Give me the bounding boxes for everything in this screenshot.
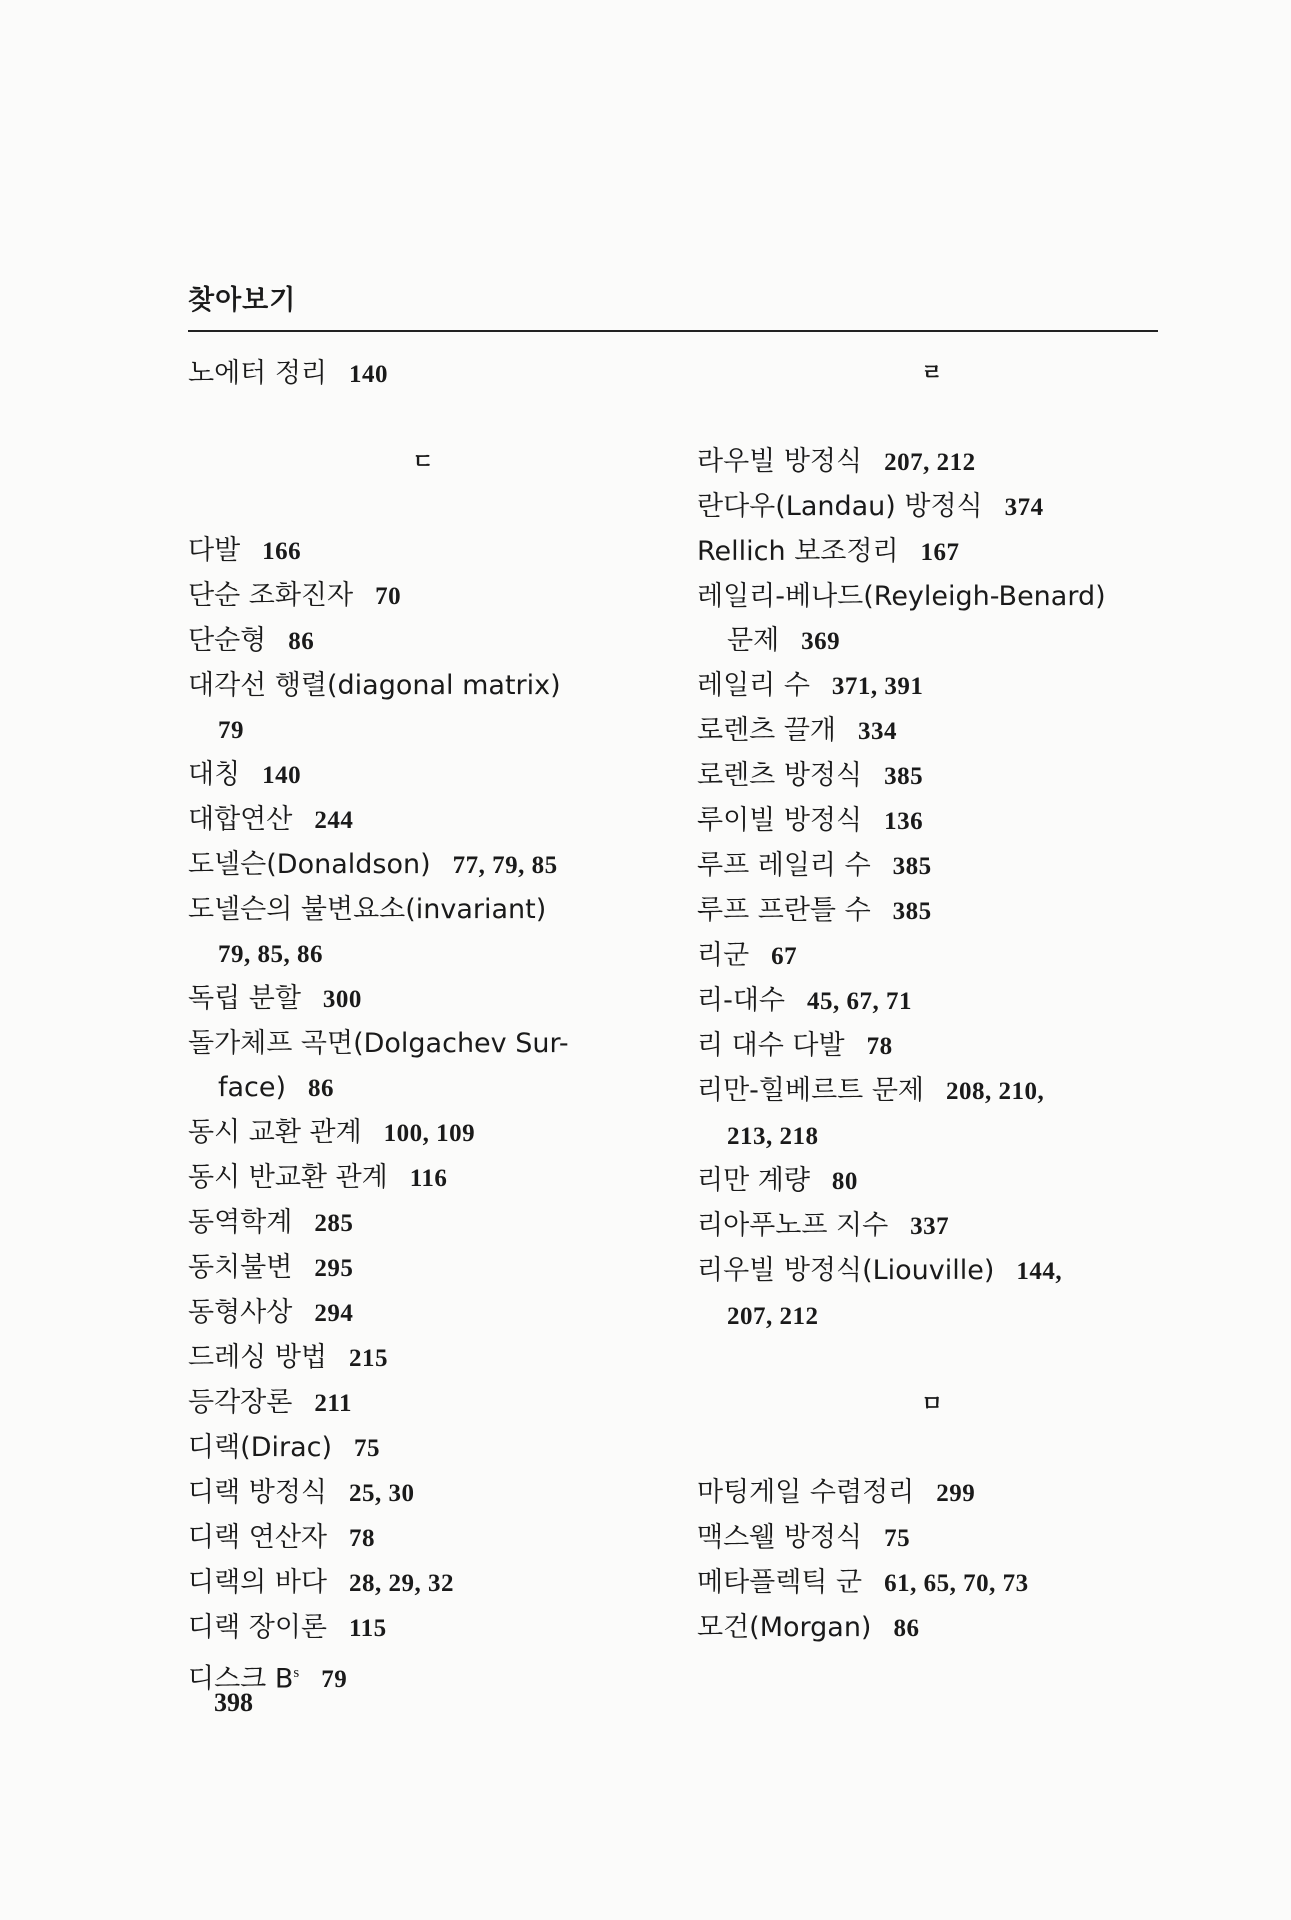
entry-pages: 337 [910,1213,950,1240]
entry-pages: 78 [866,1033,893,1060]
spacer [188,397,658,441]
entry-pages: 294 [314,1300,354,1327]
index-entry [188,1381,658,1426]
entry-pages: 213, 218 [727,1123,819,1150]
entry-pages: 79, 85, 86 [218,941,323,968]
index-entry [188,798,658,843]
entry-term: 대각선 행렬(diagonal matrix) [188,670,561,701]
entry-pages: 116 [409,1165,448,1192]
entry-pages: 300 [322,986,362,1013]
index-entry [697,799,1167,844]
index-entry [697,1471,1167,1516]
entry-term: 대합연산 [188,804,293,835]
entry-term: 다발 [188,535,241,566]
index-entry [697,1516,1167,1561]
entry-pages: 136 [884,808,924,835]
spacer [697,1427,1167,1471]
index-entry [697,844,1167,889]
entry-pages: 285 [314,1210,354,1237]
entry-term: 맥스웰 방정식 [697,1522,863,1553]
entry-term: 로렌츠 방정식 [697,760,863,791]
index-entry [697,1024,1167,1069]
spacer [697,396,1167,440]
entry-pages: 80 [831,1168,858,1195]
index-entry [188,1291,658,1336]
entry-pages: 385 [884,763,924,790]
section-heading-d: ㄷ [412,450,434,475]
index-entry [188,888,658,932]
entry-term: 디랙 방정식 [188,1477,327,1508]
entry-pages: 79 [218,717,244,744]
entry-term: 디랙 연산자 [188,1522,327,1553]
entry-pages: 70 [375,583,402,610]
entry-term: 동시 반교환 관계 [188,1162,388,1193]
entry-pages: 385 [892,898,932,925]
entry-pages: 75 [354,1435,381,1462]
entry-pages: 75 [884,1525,911,1552]
entry-pages: 211 [314,1390,352,1417]
index-entry [697,1249,1167,1294]
entry-term: 리아푸노프 지수 [697,1210,889,1241]
index-entry [697,485,1167,530]
entry-pages: 61, 65, 70, 73 [884,1570,1029,1597]
entry-term: 마팅게일 수렴정리 [697,1477,915,1508]
index-entry [188,664,658,708]
entry-term: 리만-힐베르트 문제 [697,1075,924,1106]
entry-pages: 385 [892,853,932,880]
entry-superscript: s [293,1665,300,1681]
entry-term: 독립 분할 [188,983,301,1014]
entry-term: 단순형 [188,625,267,656]
entry-pages: 67 [771,943,798,970]
entry-pages: 78 [349,1525,375,1552]
entry-term: 리-대수 [697,985,785,1016]
entry-pages: 374 [1004,494,1044,521]
section-heading-m: ㅁ [921,1392,943,1417]
entry-pages: 144, [1016,1258,1063,1285]
index-entry [188,1651,658,1702]
entry-term: Rellich 보조정리 [697,536,899,567]
index-entry [188,1606,658,1651]
index-entry [697,1114,1167,1159]
entry-pages: 140 [349,361,388,388]
entry-pages: 215 [349,1345,388,1372]
entry-term: 레일리 수 [697,670,810,701]
index-entry [697,934,1167,979]
index-entry [188,1111,658,1156]
index-entry [188,1516,658,1561]
page-number: 398 [214,1688,253,1717]
entry-pages: 140 [262,762,302,789]
entry-term: 단순 조화진자 [188,580,354,611]
entry-pages: 86 [893,1615,920,1642]
index-entry-list [697,1471,1167,1651]
index-entry [697,979,1167,1024]
entry-term: 리 대수 다발 [697,1030,845,1061]
index-entry [697,664,1167,709]
index-entry [697,575,1167,619]
index-entry [188,1246,658,1291]
entry-term: 디랙 장이론 [188,1612,327,1643]
entry-term: 리군 [697,940,750,971]
index-entry [697,1606,1167,1651]
entry-term: 대칭 [188,759,241,790]
index-entry [188,1471,658,1516]
index-entry [697,619,1167,664]
entry-pages: 166 [262,538,302,565]
index-entry [697,754,1167,799]
entry-term: 리우빌 방정식(Liouville) [697,1255,995,1286]
index-entry [188,1201,658,1246]
entry-term: 리만 계량 [697,1165,810,1196]
index-entry [188,529,658,574]
entry-term: 동역학계 [188,1207,293,1238]
entry-term: 문제 [727,625,780,656]
entry-term: face) [218,1072,287,1103]
entry-term: 디랙(Dirac) [188,1432,333,1463]
entry-pages: 25, 30 [349,1480,415,1507]
entry-term: 로렌츠 끌개 [697,715,836,746]
entry-term: 드레싱 방법 [188,1342,327,1373]
index-entry [188,1066,658,1111]
entry-term: 동시 교환 관계 [188,1117,362,1148]
index-entry [188,1561,658,1606]
entry-term: 디랙의 바다 [188,1567,327,1598]
spacer [697,1339,1167,1383]
entry-term: 노에터 정리 [188,358,327,389]
entry-term: 디스크 B [188,1663,294,1695]
entry-pages: 28, 29, 32 [349,1570,454,1597]
entry-term: 도넬슨의 불변요소(invariant) [188,894,547,925]
index-entry [188,1022,658,1066]
index-entry [188,843,658,888]
index-entry [188,1426,658,1471]
index-entry-list [697,440,1167,1339]
index-entry [188,574,658,619]
entry-term: 메타플렉틱 군 [697,1567,863,1598]
entry-pages: 207, 212 [727,1303,819,1330]
entry-term: 도넬슨(Donaldson) [188,849,431,880]
entry-pages: 45, 67, 71 [807,988,912,1015]
entry-pages: 369 [801,628,841,655]
spacer [188,485,658,529]
entry-pages: 86 [288,628,315,655]
entry-term: 돌가체프 곡면(Dolgachev Sur- [188,1028,569,1059]
entry-pages: 371, 391 [831,673,924,700]
entry-term: 라우빌 방정식 [697,446,863,477]
index-entry [188,1336,658,1381]
index-entry [697,709,1167,754]
index-entry [188,708,658,753]
index-entry [697,889,1167,934]
index-entry [188,1156,658,1201]
entry-pages: 208, 210, [945,1078,1045,1105]
index-entry [697,1561,1167,1606]
entry-term: 등각장론 [188,1387,293,1418]
entry-term: 란다우(Landau) 방정식 [697,491,983,522]
entry-term: 동치불변 [188,1252,293,1283]
entry-term: 동형사상 [188,1297,293,1328]
entry-term: 루프 프란틀 수 [697,895,871,926]
left-column [188,352,658,1702]
index-entry [697,440,1167,485]
index-entry [188,977,658,1022]
entry-pages: 86 [308,1075,335,1102]
index-entry [697,530,1167,575]
index-entry-list [188,529,658,1702]
entry-pages: 299 [936,1480,976,1507]
right-column [697,352,1167,1651]
entry-term: 모건(Morgan) [697,1612,872,1643]
index-entry [188,932,658,977]
section-heading-r: ㄹ [921,361,943,386]
header-rule [188,330,1158,332]
entry-pages: 100, 109 [383,1120,476,1147]
index-entry [697,1204,1167,1249]
index-entry [697,1159,1167,1204]
entry-pages: 115 [349,1615,387,1642]
entry-pages: 77, 79, 85 [452,852,558,879]
entry-pages: 79 [321,1666,348,1694]
entry-pages: 334 [858,718,897,745]
entry-term: 레일리-베나드(Reyleigh-Benard) [697,581,1106,612]
index-entry [697,1069,1167,1114]
entry-pages: 167 [920,539,960,566]
index-entry [188,352,658,397]
index-entry [188,753,658,798]
index-entry [188,619,658,664]
entry-pages: 244 [314,807,354,834]
page-title: 찾아보기 [188,285,297,316]
entry-term: 루프 레일리 수 [697,850,871,881]
entry-pages: 207, 212 [884,449,976,476]
entry-term: 루이빌 방정식 [697,805,863,836]
entry-pages: 295 [314,1255,354,1282]
index-entry [697,1294,1167,1339]
